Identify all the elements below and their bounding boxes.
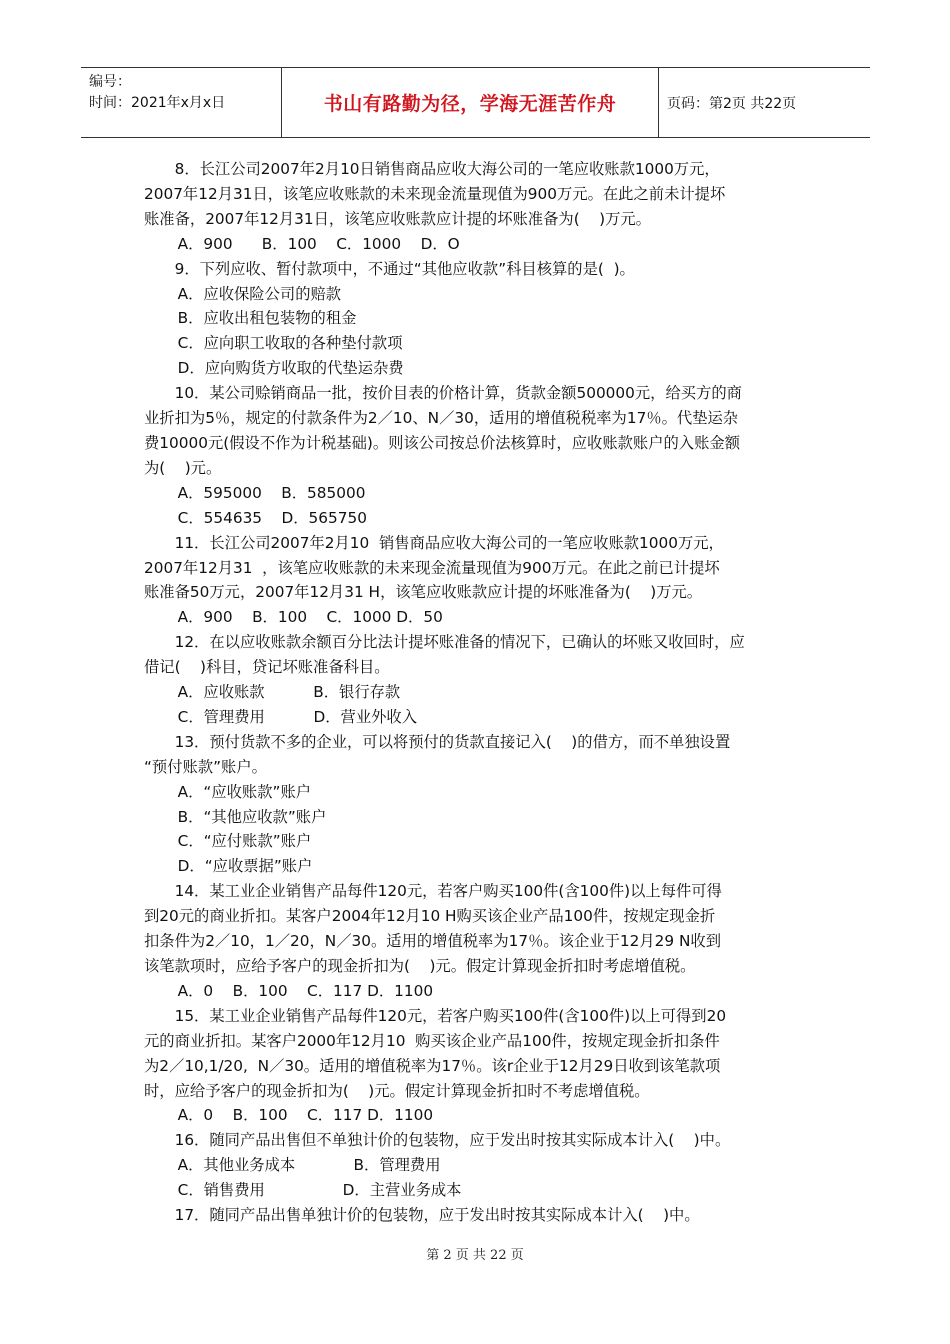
header-page-info: 页码：第2页 共22页 bbox=[667, 95, 797, 112]
question-continuation-line: “预付账款”账户。 bbox=[144, 757, 267, 776]
question-continuation-line: 时，应给予客户的现金折扣为( )元。假定计算现金折扣时不考虑增值税。 bbox=[144, 1081, 650, 1100]
question-continuation-line: 为2／10,1/20, N／30。适用的增值税率为17％。该r企业于12月29日收到该笔款项 bbox=[144, 1056, 721, 1075]
answer-option-line: C．“应付账款”账户 bbox=[177, 832, 312, 851]
answer-option-line: A．应收账款 B．银行存款 bbox=[177, 683, 401, 702]
answer-option-line: A．0 B．100 C．117 D．1100 bbox=[177, 1106, 434, 1125]
answer-option-line: A．900 B．100 C．1000 D．O bbox=[177, 234, 460, 253]
answer-option-line: C．管理费用 D．营业外收入 bbox=[177, 707, 418, 726]
question-line: 10．某公司赊销商品一批，按价目表的价格计算，货款金额500000元，给买方的商 bbox=[174, 384, 742, 403]
question-continuation-line: 元的商业折扣。某客户2000年12月10 购买该企业产品100件，按规定现金折扣条件 bbox=[144, 1031, 720, 1050]
answer-option-line: A．其他业务成本 B．管理费用 bbox=[177, 1156, 441, 1175]
header-motto: 书山有路勤为径，学海无涯苦作舟 bbox=[323, 93, 617, 115]
answer-option-line: B．“其他应收款”账户 bbox=[177, 807, 327, 826]
question-line: 15．某工业企业销售产品每件120元，若客户购买100件(含100件)以上可得到20 bbox=[174, 1006, 727, 1025]
question-continuation-line: 该笔款项时，应给予客户的现金折扣为( )元。假定计算现金折扣时考虑增值税。 bbox=[144, 957, 696, 975]
question-line: 8．长江公司2007年2月10日销售商品应收大海公司的一笔应收账款1000万元， bbox=[174, 160, 720, 178]
answer-option-line: D．应向购货方收取的代垫运杂费 bbox=[177, 359, 404, 378]
answer-option-line: A．应收保险公司的赔款 bbox=[177, 284, 342, 303]
header-left-cell bbox=[81, 68, 282, 137]
answer-option-line: A．900 B．100 C．1000 D．50 bbox=[177, 608, 443, 627]
question-continuation-line: 2007年12月31 ，该笔应收账款的未来现金流量现值为900万元。在此之前已计提坏 bbox=[144, 558, 720, 577]
answer-option-line: C．应向职工收取的各种垫付款项 bbox=[177, 334, 403, 353]
question-line: 12．在以应收账款余额百分比法计提坏账准备的情况下，已确认的坏账又收回时，应 bbox=[174, 633, 745, 652]
question-continuation-line: 账准备50万元，2007年12月31 H，该笔应收账款应计提的坏账准备为( )万元。 bbox=[144, 583, 703, 602]
answer-option-line: D．“应收票据”账户 bbox=[177, 857, 313, 876]
document-time-label: 时间：2021年x月x日 bbox=[89, 95, 226, 111]
document-body bbox=[144, 157, 806, 1228]
question-continuation-line: 费10000元(假设不作为计税基础)。则该公司按总价法核算时，应收账款账户的入账金额 bbox=[144, 433, 740, 452]
question-continuation-line: 到20元的商业折扣。某客户2004年12月10 H购买该企业产品100件，按规定现金折 bbox=[144, 907, 716, 926]
header-page-cell bbox=[659, 68, 870, 137]
document-header bbox=[81, 67, 870, 138]
answer-option-line: A．“应收账款”账户 bbox=[177, 782, 312, 801]
question-line: 16．随同产品出售但不单独计价的包装物，应于发出时按其实际成本计入( )中。 bbox=[174, 1131, 731, 1150]
answer-option-line: A．595000 B．585000 bbox=[177, 483, 366, 502]
question-line: 14．某工业企业销售产品每件120元，若客户购买100件(含100件)以上每件可得 bbox=[174, 882, 722, 901]
question-line: 13．预付货款不多的企业，可以将预付的货款直接记入( )的借方，而不单独设置 bbox=[174, 732, 731, 751]
answer-option-line: C．销售费用 D．主营业务成本 bbox=[177, 1181, 462, 1200]
question-continuation-line: 业折扣为5％，规定的付款条件为2／10、N／30，适用的增值税税率为17％。代垫运杂 bbox=[144, 409, 739, 428]
question-continuation-line: 扣条件为2／10，1／20，N／30。适用的增值税率为17％。该企业于12月29 N收到 bbox=[144, 932, 722, 951]
page-footer: 第 2 页 共 22 页 bbox=[426, 1248, 524, 1263]
document-number-label: 编号： bbox=[89, 74, 131, 90]
question-continuation-line: 2007年12月31日，该笔应收账款的未来现金流量现值为900万元。在此之前未计提坏 bbox=[144, 184, 726, 203]
question-line: 11．长江公司2007年2月10 销售商品应收大海公司的一笔应收账款1000万元， bbox=[174, 533, 724, 552]
question-line: 17．随同产品出售单独计价的包装物，应于发出时按其实际成本计入( )中。 bbox=[174, 1206, 700, 1225]
question-line: 9．下列应收、暂付款项中，不通过“其他应收款”科目核算的是( )。 bbox=[174, 259, 635, 278]
answer-option-line: C．554635 D．565750 bbox=[177, 508, 367, 527]
question-continuation-line: 为( )元。 bbox=[144, 458, 222, 477]
question-continuation-line: 借记( )科目，贷记坏账准备科目。 bbox=[144, 658, 390, 677]
answer-option-line: A．0 B．100 C．117 D．1100 bbox=[177, 981, 434, 1000]
question-continuation-line: 账准备，2007年12月31日，该笔应收账款应计提的坏账准备为( )万元。 bbox=[144, 209, 651, 228]
answer-option-line: B．应收出租包装物的租金 bbox=[177, 309, 357, 328]
header-motto-cell bbox=[282, 68, 659, 137]
